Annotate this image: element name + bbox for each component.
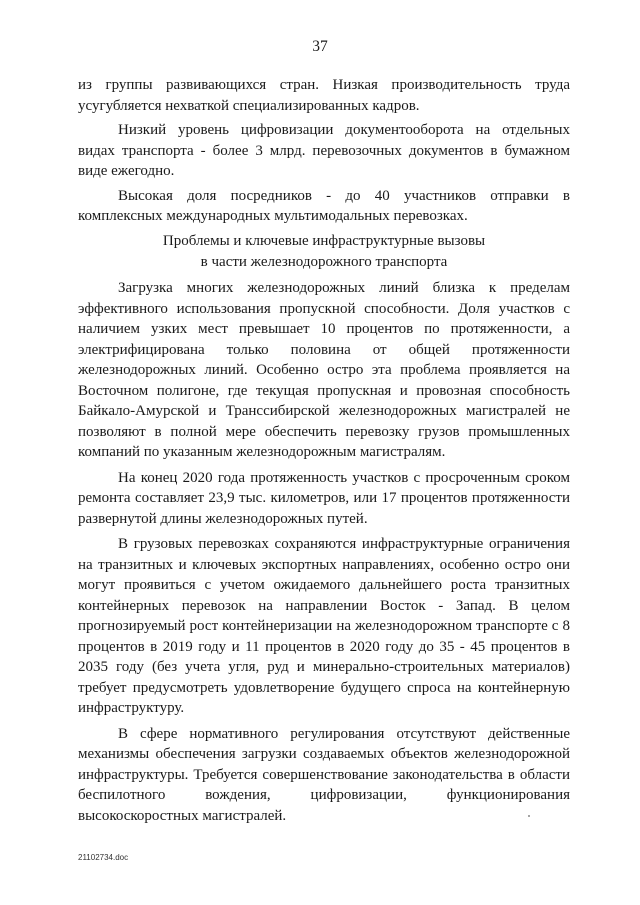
paragraph-intermediaries: Высокая доля посредников - до 40 участников отправки в комплексных международных мультимодальных перевозках. [78, 187, 570, 224]
section-text-block [78, 278, 570, 831]
paragraph-cargo-constraints: В грузовых перевозках сохраняются инфраструктурные ограничения на транзитных и ключевых экспортных направлениях, особенно остро они могут проявиться с учетом ожидаемого дальнейшего роста транзитных контейнерных перевозок на направлении Восток - Запад. В целом прогнозируемый рост контейнеризации на железнодорожном транспорте с 8 процентов в 2019 году и 11 процентов в 2020 году до 35 - 45 процентов в 2035 году (без учета угля, руд и минерально-строительных материалов) требует предусмотреть удовлетворение будущего спроса на контейнерную инфраструктуру. [78, 536, 570, 716]
paragraph-line-load: Загрузка многих железнодорожных линий близка к пределам эффективного использования пропускной способности. Доля участков с наличием узких мест превышает 10 процентов по протяженности, а электрифицирована только половина от общей протяженности железнодорожных линий. Особенно остро эта проблема проявляется на Восточном полигоне, где текущая пропускная и провозная способность Байкало-Амурской и Транссибирской железнодорожных магистралей не позволяют в полной мере обеспечить перевозку грузов промышленных компаний по указанным железнодорожным магистралям. [78, 280, 570, 460]
section-heading-line1: Проблемы и ключевые инфраструктурные вызовы [162, 233, 486, 249]
section-heading-line2: в части железнодорожного транспорта [200, 253, 448, 270]
paragraph-continuation: из группы развивающихся стран. Низкая производительность труда усугубляется нехваткой специализированных кадров. [78, 77, 570, 114]
paragraph-overdue-repair: На конец 2020 года протяженность участков с просроченным сроком ремонта составляет 23,9 тыс. километров, или 17 процентов протяженности развернутой длины железнодорожных путей. [78, 469, 570, 527]
section-heading [78, 231, 570, 272]
paragraph-digitalization: Низкий уровень цифровизации документооборота на отдельных видах транспорта - более 3 млрд. перевозочных документов в бумажном виде ежегодно. [78, 122, 570, 179]
scan-speck [528, 815, 530, 817]
page-number: 37 [312, 38, 328, 55]
intro-text-block [78, 75, 570, 231]
paragraph-regulation: В сфере нормативного регулирования отсутствуют действенные механизмы обеспечения загрузки создаваемых объектов железнодорожной инфраструктуры. Требуется совершенствование законодательства в области беспилотного вождения, цифровизации, функционирования высокоскоростных магистралей. [78, 725, 570, 824]
footer-filename: 21102734.doc [78, 853, 129, 862]
